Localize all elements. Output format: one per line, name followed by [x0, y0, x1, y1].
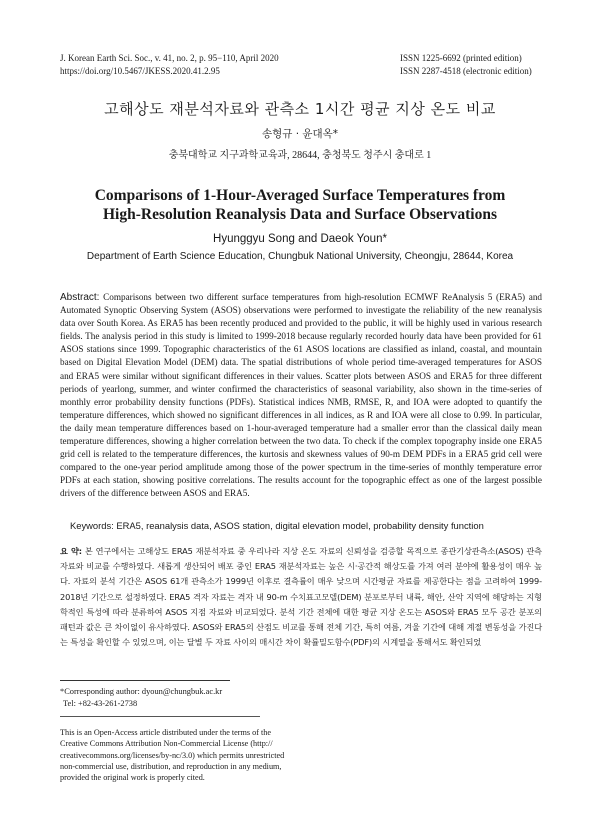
- keywords-label: Keywords:: [70, 520, 114, 531]
- license-line: This is an Open-Access article distributed under the terms of the: [60, 728, 271, 737]
- keywords-text: ERA5, reanalysis data, ASOS station, digital elevation model, probability density function: [116, 520, 484, 531]
- license-divider: [60, 716, 260, 717]
- korean-abstract-label: 요 약:: [60, 546, 82, 556]
- english-authors: Hyunggyu Song and Daeok Youn*: [213, 233, 387, 245]
- license-line: Creative Commons Attribution Non-Commercial License (http://: [60, 739, 273, 749]
- license-line: non-commercial use, distribution, and reproduction in any medium,: [60, 761, 282, 771]
- abstract-label: Abstract:: [60, 292, 100, 303]
- doi-link[interactable]: https://doi.org/10.5467/JKESS.2020.41.2.95: [60, 66, 220, 76]
- korean-abstract: [60, 544, 542, 650]
- corresponding-author: *Corresponding author: dyoun@chungbuk.ac.kr: [60, 687, 223, 696]
- corresponding-telephone: Tel: +82-43-261-2738: [63, 698, 138, 708]
- issn-electronic: ISSN 2287-4518 (electronic edition): [400, 66, 532, 76]
- korean-affiliation: 충북대학교 지구과학교육과, 28644, 충청북도 청주시 충대로 1: [168, 150, 432, 161]
- korean-title: 고해상도 재분석자료와 관측소 1시간 평균 지상 온도 비교: [104, 100, 496, 118]
- journal-citation-block: [60, 52, 390, 78]
- footnote-divider: [60, 680, 230, 681]
- keywords: [70, 520, 542, 531]
- abstract-text: Comparisons between two different surface temperatures from high-resolution ECMWF ReAnalysis 5 (ERA5) and Automated Synoptic Observing System (ASOS) observations were performed to investigate the reliability of the new reanalysis data over South Korea. As ERA5 has been recently produced and provided to the public, it will be highly used in various research fields. The analysis period in this study is limited to 1999-2018 because regularly recorded hourly data have been provided for 61 ASOS stations since 1999. Topographic characteristics of the 61 ASOS locations are classified as inland, coastal, and mountain based on Digital Elevation Model (DEM) data. The spatial distributions of whole period time-averaged temperatures for ASOS and ERA5 were similar without significant differences in their values. Scatter plots between ASOS and ERA5 for three different periods of yearlong, summer, and winter confirmed the characteristics of seasonal variability, also shown in the time-series of monthly error probability density functions (PDFs). Statistical indices NMB, RMSE, R, and IOA were adopted to quantify the temperature differences, which showed no significant differences in all indices, as R and IOA were all close to 0.99. In particular, the daily mean temperature differences based on 1-hour-averaged temperature had a smaller error than the classical daily mean temperature differences, showing a higher correlation between the two data. To check if the complex topography inside one ERA5 grid cell is related to the temperature differences, the kurtosis and skewness values of 90-m DEM PDFs in a ERA5 grid cell were compared to the one-year period amplitude among those of the power spectrum in the time-series of monthly temperature error PDFs at each station, showing positive correlations. The results account for the topographic effect as one of the largest possible drivers of the difference between ASOS and ERA5.: [60, 292, 543, 499]
- journal-citation: J. Korean Earth Sci. Soc., v. 41, no. 2, p. 95−110, April 2020: [60, 53, 279, 63]
- english-title-line-1: Comparisons of 1-Hour-Averaged Surface Temperatures from: [94, 187, 506, 204]
- license-line: creativecommons.org/licenses/by-nc/3.0) which permits unrestricted: [60, 750, 285, 760]
- english-affiliation: Department of Earth Science Education, Chungbuk National University, Cheongju, 28644, Korea: [86, 251, 514, 262]
- corresponding-author-footnote: [60, 686, 222, 709]
- english-title: [40, 186, 560, 224]
- korean-authors: 송형규 · 윤대옥*: [261, 128, 339, 140]
- issn-print: ISSN 1225-6692 (printed edition): [400, 53, 522, 63]
- korean-abstract-text: 본 연구에서는 고해상도 ERA5 재분석자료 중 우리나라 지상 온도 자료의 신뢰성을 검증할 목적으로 종관기상관측소(ASOS) 관측자료와 비교를 수행하였다. 새롭게 생산되어 배포 중인 ERA5 재분석자료는 높은 시·공간적 해상도를 가져 여러 분야에 활용성이 매우 높다. 자료의 분석 기간은 ASOS 61개 관측소가 1999년 이후로 결측률이 매우 낮으며 시간평균 자료를 제공한다는 점을 고려하여 1999-2018년 기간으로 설정하였다. ERA5 격자 자료는 격자 내 90-m 수치표고모델(DEM) 분포로부터 내륙, 해안, 산악 지역에 해당하는 지형학적인 특성에 따라 분류하여 ASOS 지점 자료와 비교되었다. 분석 기간 전체에 대한 평균 지상 온도는 ASOS와 ERA5 모두 공간 분포의 패턴과 값은 큰 차이없이 유사하였다. ASOS와 ERA5의 산점도 비교를 통해 전체 기간, 특히 여름, 겨울 기간에 대해 계절 변동성을 가진다는 특성을 확인할 수 있었으며, 이는 달별 두 자료 사이의 매시간 차이 확률밀도함수(PDF)의 시계열을 통해서도 확인되었: [60, 546, 542, 648]
- abstract: [60, 291, 542, 501]
- issn-block: [400, 52, 600, 78]
- license-line: provided the original work is properly cited.: [60, 773, 205, 783]
- license-notice: [60, 727, 285, 783]
- english-title-line-2: High-Resolution Reanalysis Data and Surface Observations: [103, 206, 497, 223]
